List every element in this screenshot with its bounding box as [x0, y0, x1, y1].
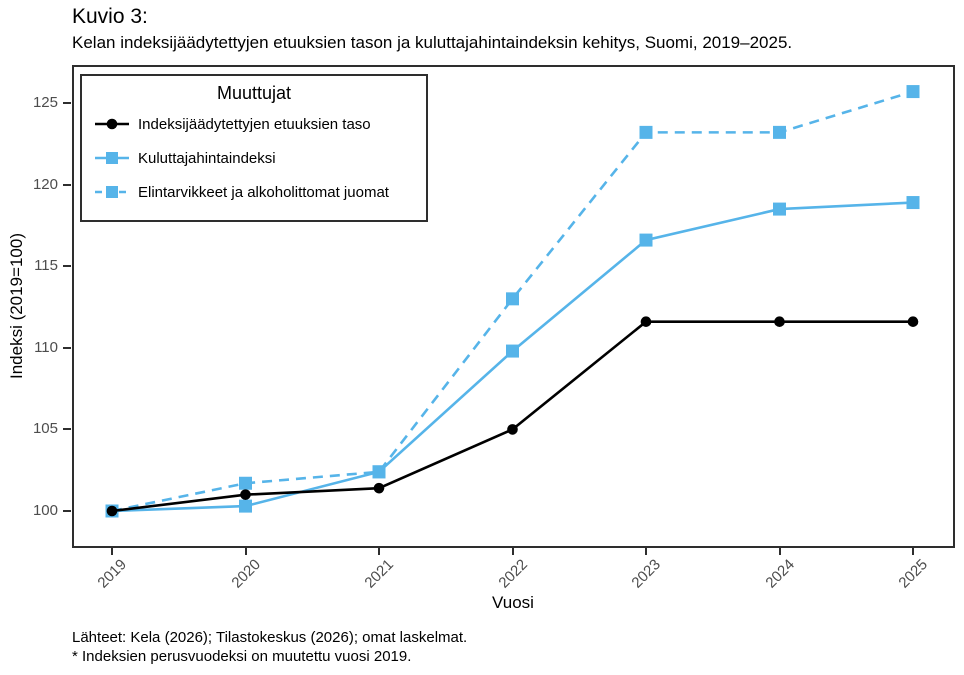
y-tick-label: 110: [34, 338, 58, 356]
y-tick-label: 100: [32, 502, 58, 519]
data-point-marker: [506, 292, 519, 305]
y-tick-mark: [63, 102, 71, 104]
data-point-marker: [640, 126, 653, 139]
base-year-note: * Indeksien perusvuodeksi on muutettu vuosi 2019.: [72, 648, 412, 665]
legend-item: [82, 175, 426, 209]
x-tick-label: 2021: [361, 556, 398, 592]
y-tick-label: 125: [32, 94, 58, 111]
x-tick-mark: [645, 548, 647, 555]
legend-item: [82, 141, 426, 175]
legend-key-square-icon: [95, 149, 129, 167]
x-tick-mark: [245, 548, 247, 555]
y-tick-label: 120: [32, 175, 58, 193]
data-point-marker: [774, 316, 785, 327]
data-point-marker: [640, 234, 653, 247]
y-tick-mark: [63, 265, 71, 267]
legend-item: [82, 107, 426, 141]
data-point-marker: [907, 85, 920, 98]
y-axis-title: Indeksi (2019=100): [7, 232, 26, 380]
x-axis-title: Vuosi: [492, 593, 534, 612]
legend-title: Muuttujat: [216, 83, 292, 103]
x-tick-label: 2019: [94, 556, 131, 592]
footer: [72, 628, 467, 666]
legend-item-label: Kuluttajahintaindeksi: [138, 149, 276, 167]
legend-key-square-dashed-icon: [95, 183, 129, 201]
data-point-marker: [240, 489, 251, 500]
x-tick-mark: [912, 548, 914, 555]
y-tick-label: 105: [32, 420, 58, 438]
data-point-marker: [907, 196, 920, 209]
data-point-marker: [239, 500, 252, 513]
x-tick-label: 2020: [227, 556, 264, 592]
data-point-marker: [506, 345, 519, 358]
sources-note: Lähteet: Kela (2026); Tilastokeskus (2026); omat laskelmat.: [72, 629, 468, 646]
y-tick-mark: [63, 510, 71, 512]
data-point-marker: [908, 316, 919, 327]
x-tick-mark: [111, 548, 113, 555]
data-point-marker: [507, 424, 518, 435]
legend-item-label: Indeksijäädytettyjen etuuksien taso: [138, 115, 371, 133]
legend-items: [82, 107, 426, 209]
y-tick-label: 115: [34, 257, 58, 275]
y-tick-mark: [63, 184, 71, 186]
data-point-marker: [773, 203, 786, 216]
y-tick-mark: [63, 347, 71, 349]
data-point-marker: [641, 316, 652, 327]
x-tick-label: 2024: [761, 556, 798, 592]
x-tick-label: 2025: [895, 556, 932, 592]
x-tick-mark: [779, 548, 781, 555]
x-tick-mark: [378, 548, 380, 555]
data-point-marker: [239, 477, 252, 490]
figure-subtitle: Kelan indeksijäädytettyjen etuuksien tason ja kuluttajahintaindeksin kehitys, Suomi, 2019–2025.: [72, 33, 793, 52]
data-point-marker: [374, 483, 385, 494]
legend-box: [80, 74, 428, 222]
data-point-marker: [107, 506, 118, 517]
figure-title: Kuvio 3:: [72, 5, 148, 28]
plot-panel: [72, 65, 955, 548]
x-tick-label: 2022: [494, 556, 531, 592]
legend-key-circle-icon: [95, 115, 129, 133]
legend-item-label: Elintarvikkeet ja alkoholittomat juomat: [138, 183, 389, 201]
x-tick-mark: [512, 548, 514, 555]
y-tick-mark: [63, 428, 71, 430]
data-point-marker: [373, 465, 386, 478]
data-point-marker: [773, 126, 786, 139]
x-tick-label: 2023: [628, 556, 665, 592]
